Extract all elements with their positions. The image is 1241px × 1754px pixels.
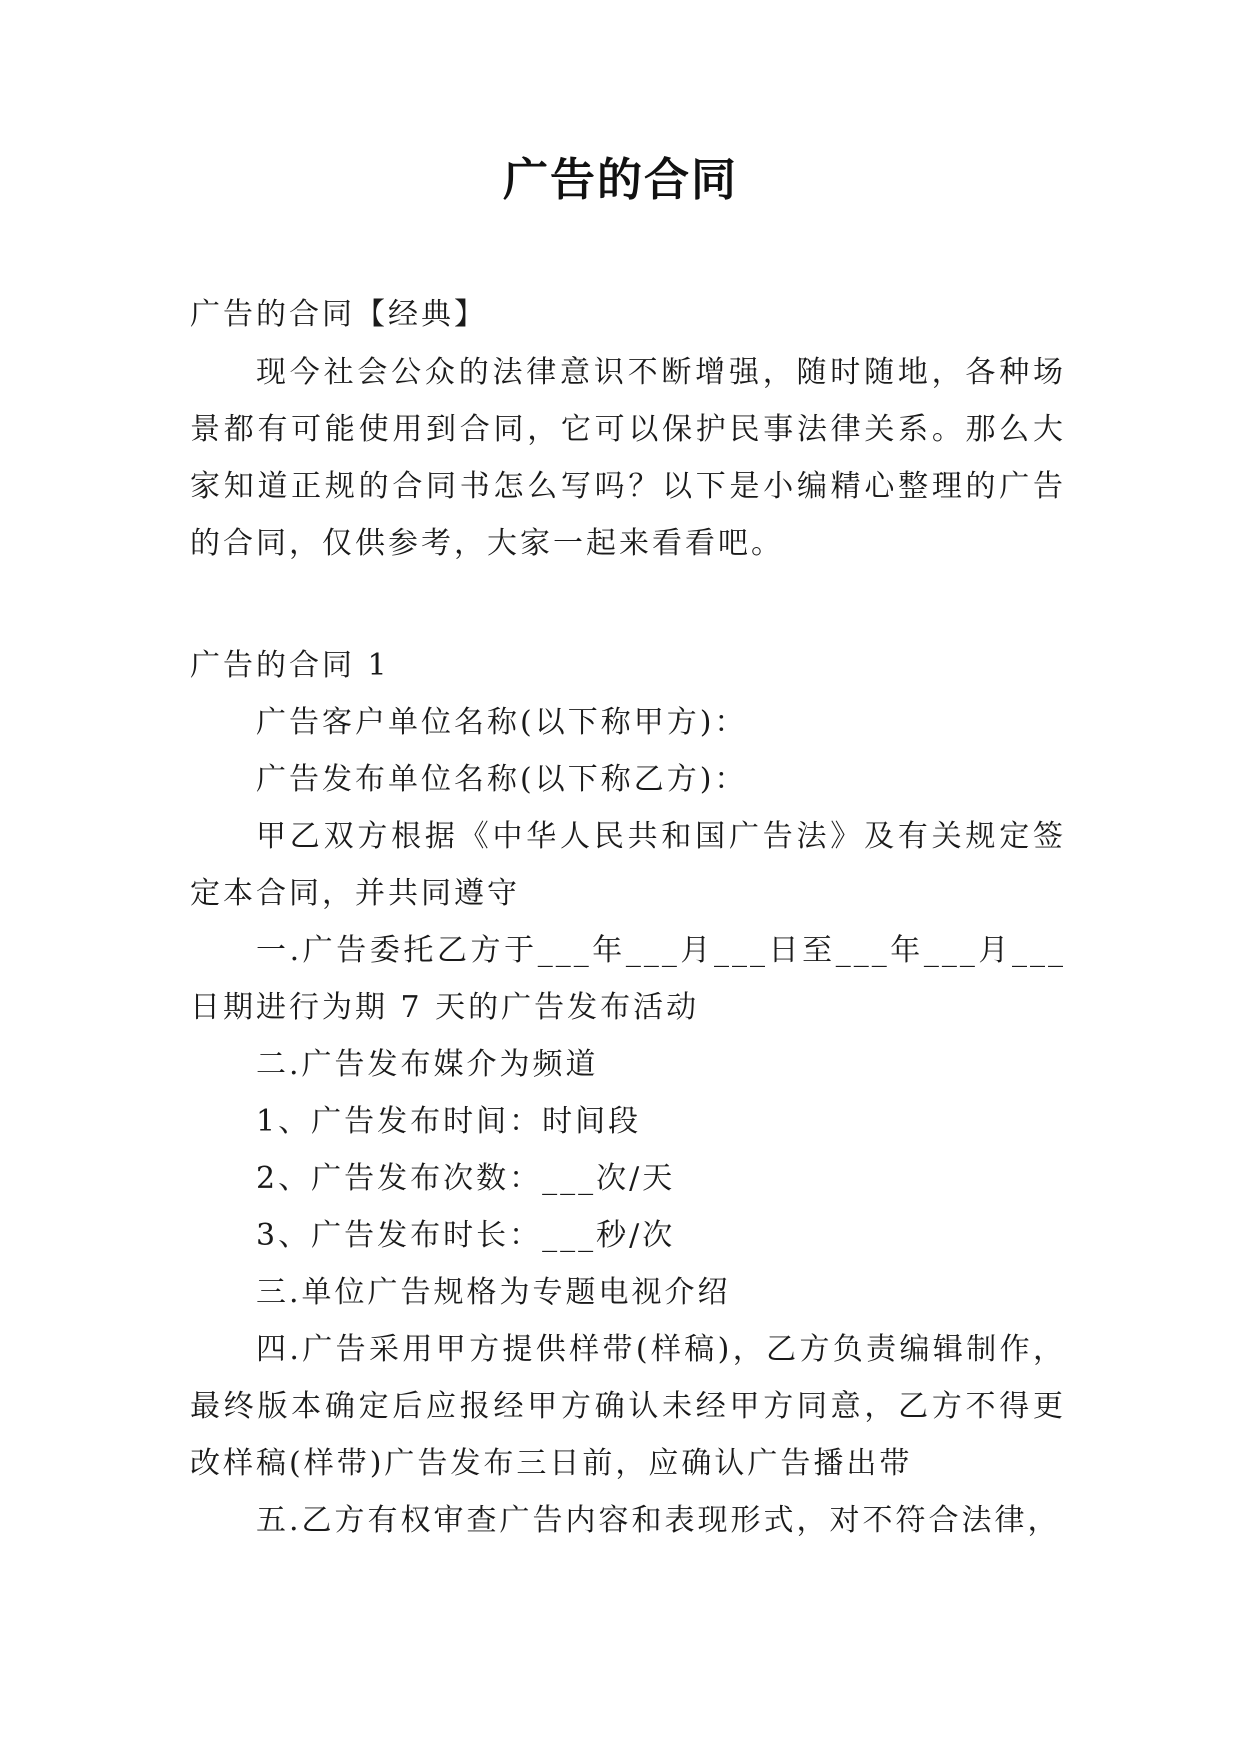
clause-client-name: 广告客户单位名称(以下称甲方)： — [256, 705, 748, 740]
document-subtitle: 广告的合同【经典】 — [190, 297, 487, 332]
clause-five-review: 五.乙方有权审查广告内容和表现形式，对不符合法律， — [256, 1503, 1061, 1538]
contract-heading: 广告的合同 1 — [190, 648, 390, 683]
clause-three-spec: 三.单位广告规格为专题电视介绍 — [256, 1275, 731, 1310]
contract-section — [190, 637, 1066, 1549]
clause-two-media: 二.广告发布媒介为频道 — [256, 1047, 599, 1082]
clause-four-sample: 四.广告采用甲方提供样带(样稿)，乙方负责编辑制作，最终版本确定后应报经甲方确认未经甲方同意，乙方不得更改样稿(样带)广告发布三日前，应确认广告播出带 — [190, 1332, 1066, 1481]
clause-two-item-duration: 3、广告发布时长：___秒/次 — [256, 1218, 676, 1253]
clause-agreement-basis: 甲乙双方根据《中华人民共和国广告法》及有关规定签定本合同，并共同遵守 — [190, 819, 1066, 911]
clause-one-period: 一.广告委托乙方于___年___月___日至___年___月___日期进行为期 7 天的广告发布活动 — [190, 933, 1066, 1025]
document-title: 广告的合同 — [502, 153, 738, 206]
clause-two-item-count: 2、广告发布次数：___次/天 — [256, 1161, 676, 1196]
intro-paragraph: 现今社会公众的法律意识不断增强，随时随地，各种场景都有可能使用到合同，它可以保护民事法律关系。那么大家知道正规的合同书怎么写吗？以下是小编精心整理的广告的合同，仅供参考，大家一起来看看吧。 — [190, 355, 1066, 561]
clause-publisher-name: 广告发布单位名称(以下称乙方)： — [256, 762, 748, 797]
clause-two-item-time: 1、广告发布时间：时间段 — [256, 1104, 642, 1139]
intro-section — [190, 344, 1066, 572]
